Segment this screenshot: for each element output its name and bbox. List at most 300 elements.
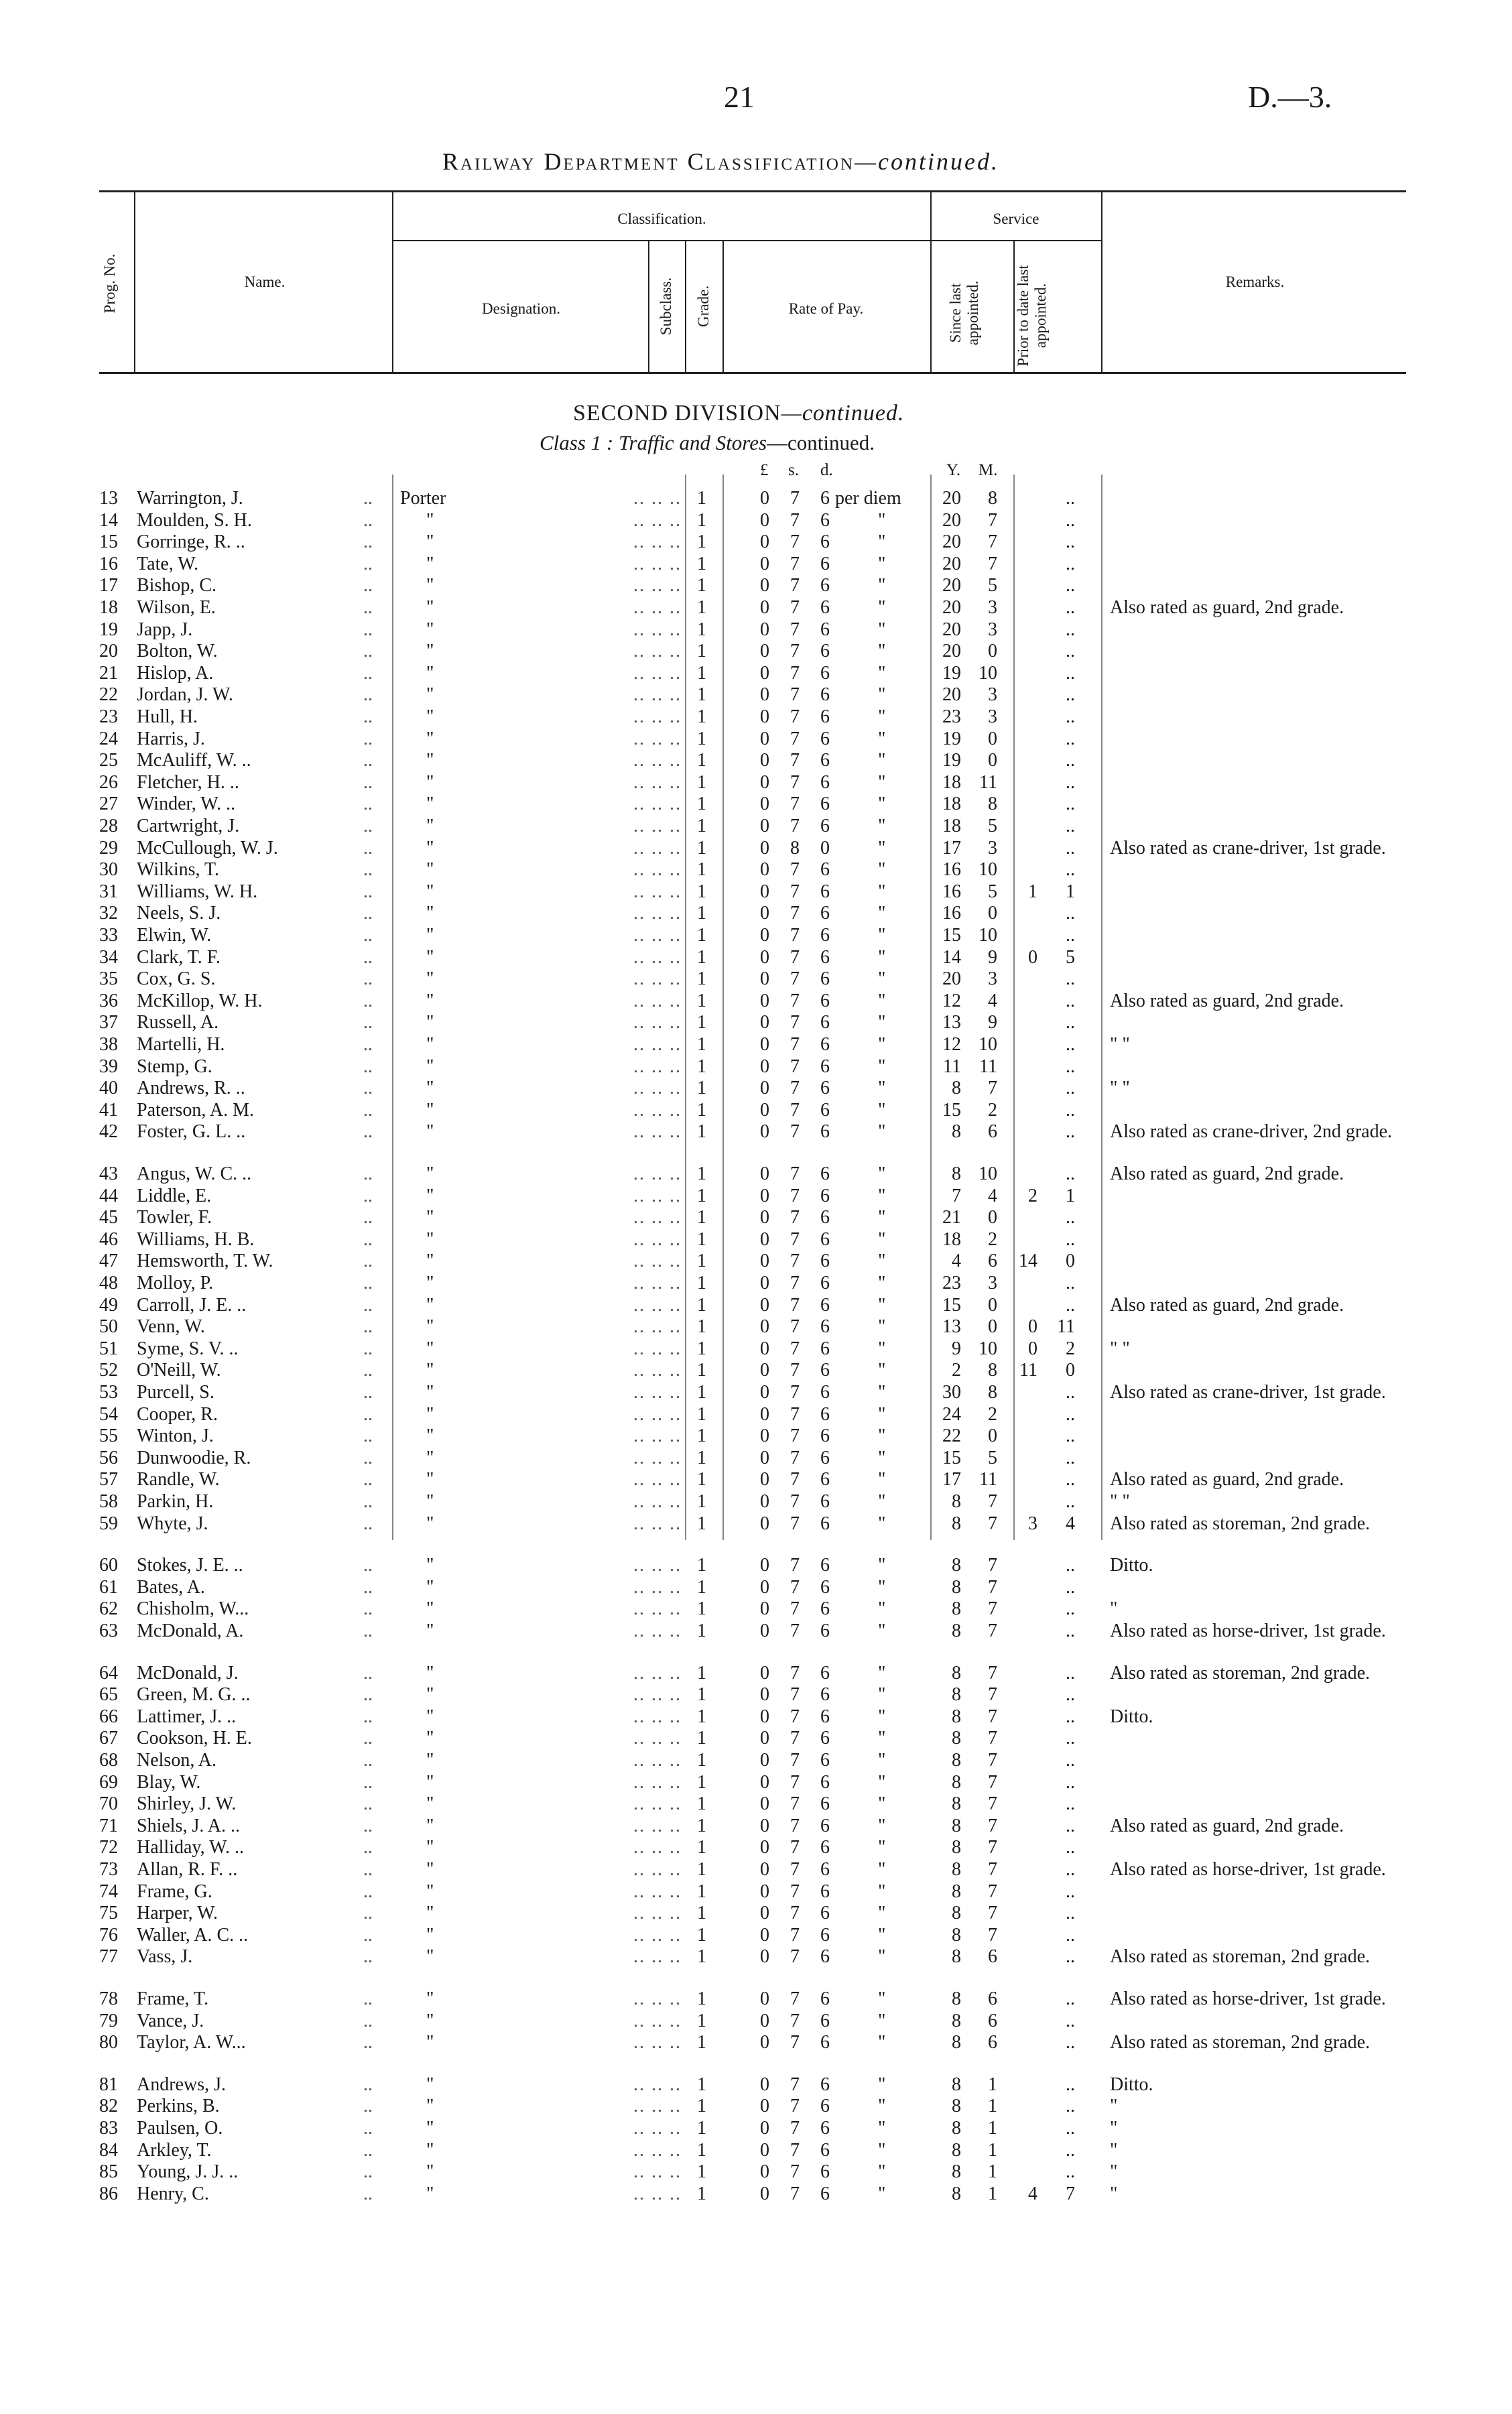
remarks: Also rated as guard, 2nd grade. <box>1110 1469 1344 1490</box>
service-months: 0 <box>988 641 997 662</box>
prior-months: .. <box>1066 1750 1075 1771</box>
leader-dots: .. <box>363 881 373 902</box>
prog-number: 51 <box>99 1338 118 1359</box>
service-months: 7 <box>988 1793 997 1815</box>
pay-pence: 6 <box>820 771 830 793</box>
pay-pence: 6 <box>820 1859 830 1880</box>
pay-shillings: 7 <box>790 1251 800 1272</box>
pay-unit: " <box>878 1903 886 1924</box>
table-row <box>0 531 1512 553</box>
table-row <box>0 1316 1512 1338</box>
designation: " <box>426 728 434 749</box>
prog-number: 71 <box>99 1815 118 1836</box>
pay-pounds: 0 <box>760 1425 769 1447</box>
employee-name: Chisholm, W... <box>137 1598 249 1620</box>
prior-months: .. <box>1066 619 1075 640</box>
grade: 1 <box>697 1771 706 1793</box>
pay-shillings: 7 <box>790 1793 800 1815</box>
pay-shillings: 7 <box>790 1859 800 1880</box>
prior-months: 0 <box>1066 1251 1075 1272</box>
designation: " <box>426 1382 434 1403</box>
prog-number: 36 <box>99 990 118 1011</box>
pay-pence: 6 <box>820 2096 830 2117</box>
pay-shillings: 7 <box>790 509 800 531</box>
service-months: 0 <box>988 903 997 924</box>
remarks: Also rated as storeman, 2nd grade. <box>1110 1513 1370 1534</box>
leader-dots: .. .. .. <box>633 1185 682 1206</box>
pay-pounds: 0 <box>760 1163 769 1184</box>
table-row <box>0 488 1512 509</box>
table-row <box>0 1207 1512 1228</box>
pay-unit: " <box>878 509 886 531</box>
pay-pounds: 0 <box>760 1360 769 1381</box>
leader-dots: .. .. .. <box>633 1099 682 1121</box>
prog-number: 13 <box>99 488 118 509</box>
prior-months: 7 <box>1066 2183 1075 2204</box>
pay-pounds: 0 <box>760 925 769 946</box>
pay-unit: " <box>878 1684 886 1706</box>
employee-name: Waller, A. C. .. <box>137 1924 249 1946</box>
leader-dots: .. .. .. <box>633 1859 682 1880</box>
service-months: 8 <box>988 1382 997 1403</box>
pay-pounds: 0 <box>760 2096 769 2117</box>
prior-months: .. <box>1066 968 1075 990</box>
table-row <box>0 1121 1512 1143</box>
prior-months: .. <box>1066 597 1075 618</box>
grade: 1 <box>697 1121 706 1143</box>
pay-pence: 6 <box>820 1207 830 1228</box>
pay-pounds: 0 <box>760 1881 769 1902</box>
class-continued: —continued. <box>767 431 875 454</box>
employee-name: Andrews, R. .. <box>137 1078 245 1099</box>
designation: " <box>426 1469 434 1490</box>
employee-name: Vass, J. <box>137 1946 193 1968</box>
employee-name: McDonald, J. <box>137 1662 239 1684</box>
service-years: 18 <box>942 771 961 793</box>
grade: 1 <box>697 771 706 793</box>
table-row <box>0 816 1512 837</box>
service-months: 3 <box>988 968 997 990</box>
prog-number: 84 <box>99 2139 118 2161</box>
prog-number: 17 <box>99 575 118 596</box>
pay-pounds: 0 <box>760 2010 769 2031</box>
remarks: " <box>1110 1598 1118 1620</box>
leader-dots: .. .. .. <box>633 1056 682 1077</box>
leader-dots: .. .. .. <box>633 816 682 836</box>
leader-dots: .. <box>363 1837 373 1858</box>
pay-unit: " <box>878 1598 886 1620</box>
prog-number: 74 <box>99 1881 118 1902</box>
prog-number: 23 <box>99 706 118 727</box>
pay-unit: " <box>878 925 886 946</box>
pay-unit: " <box>878 1360 886 1381</box>
pay-pence: 6 <box>820 1621 830 1641</box>
employee-name: Syme, S. V. .. <box>137 1338 239 1359</box>
leader-dots: .. .. .. <box>633 641 682 662</box>
service-months: 11 <box>979 1469 997 1490</box>
grade: 1 <box>697 1924 706 1946</box>
leader-dots: .. <box>363 1469 373 1490</box>
service-months: 3 <box>988 706 997 727</box>
service-months: 11 <box>979 1056 997 1077</box>
service-years: 8 <box>952 2183 961 2204</box>
prog-number: 39 <box>99 1056 118 1077</box>
header-divider <box>134 192 135 373</box>
pay-pounds: 0 <box>760 881 769 902</box>
designation: " <box>426 1273 434 1293</box>
service-months: 0 <box>988 1316 997 1338</box>
designation: " <box>426 662 434 684</box>
pay-unit: " <box>878 1946 886 1968</box>
table-row <box>0 1988 1512 2010</box>
pay-pence: 6 <box>820 1662 830 1684</box>
remarks: Also rated as crane-driver, 2nd grade. <box>1110 1121 1393 1143</box>
employee-name: Cartwright, J. <box>137 816 240 836</box>
prior-months: .. <box>1066 1555 1075 1576</box>
pay-unit: " <box>878 837 886 859</box>
employee-name: Parkin, H. <box>137 1491 214 1512</box>
grade: 1 <box>697 1946 706 1968</box>
grade: 1 <box>697 2032 706 2053</box>
table-row <box>0 1816 1512 1837</box>
service-years: 16 <box>942 881 961 902</box>
prog-number: 62 <box>99 1598 118 1620</box>
service-years: 15 <box>942 925 961 946</box>
employee-name: Perkins, B. <box>137 2096 220 2117</box>
leader-dots: .. <box>363 1946 373 1968</box>
prog-number: 21 <box>99 662 118 684</box>
leader-dots: .. <box>363 1903 373 1924</box>
pay-unit: " <box>878 1837 886 1858</box>
pay-unit: " <box>878 1251 886 1272</box>
prior-years: 4 <box>1028 2183 1037 2204</box>
pay-unit: " <box>878 1447 886 1468</box>
table-row <box>0 1577 1512 1598</box>
table-row <box>0 510 1512 531</box>
designation: " <box>426 2096 434 2117</box>
pay-pence: 6 <box>820 1491 830 1512</box>
header-divider <box>392 192 393 373</box>
pay-unit: " <box>878 1988 886 2009</box>
pay-pounds: 0 <box>760 575 769 596</box>
pay-shillings: 7 <box>790 925 800 946</box>
leader-dots: .. <box>363 2010 373 2031</box>
service-months: 7 <box>988 1662 997 1684</box>
pay-pounds: 0 <box>760 1012 769 1033</box>
leader-dots: .. .. .. <box>633 1881 682 1902</box>
service-years: 13 <box>942 1012 961 1033</box>
pay-pence: 6 <box>820 1706 830 1727</box>
grade: 1 <box>697 1447 706 1468</box>
pay-pounds: 0 <box>760 793 769 815</box>
service-months: 4 <box>988 1185 997 1206</box>
remarks: Also rated as storeman, 2nd grade. <box>1110 1946 1370 1968</box>
prog-number: 55 <box>99 1425 118 1447</box>
employee-name: Towler, F. <box>137 1207 212 1228</box>
service-months: 7 <box>988 1684 997 1706</box>
pay-pence: 6 <box>820 750 830 771</box>
prog-number: 27 <box>99 793 118 815</box>
pay-shillings: 7 <box>790 750 800 771</box>
prog-number: 41 <box>99 1099 118 1121</box>
pay-shillings: 7 <box>790 859 800 881</box>
pay-pounds: 0 <box>760 1815 769 1836</box>
designation: " <box>426 990 434 1011</box>
remarks: Also rated as guard, 2nd grade. <box>1110 1815 1344 1836</box>
remarks: " <box>1110 2183 1118 2204</box>
designation: " <box>426 2032 434 2053</box>
pay-pence: 6 <box>820 1924 830 1946</box>
service-years: 12 <box>942 990 961 1011</box>
col-header-subclass: Subclass. <box>657 277 674 336</box>
prior-months: .. <box>1066 1121 1075 1143</box>
pay-shillings: 7 <box>790 1621 800 1641</box>
prog-number: 80 <box>99 2032 118 2053</box>
grade: 1 <box>697 2161 706 2183</box>
pay-unit: " <box>878 946 886 968</box>
pay-pence: 6 <box>820 1251 830 1272</box>
leader-dots: .. .. .. <box>633 2118 682 2139</box>
pay-shillings: 7 <box>790 531 800 553</box>
prog-number: 46 <box>99 1228 118 1250</box>
service-years: 19 <box>942 728 961 749</box>
leader-dots: .. .. .. <box>633 793 682 815</box>
grade: 1 <box>697 1555 706 1576</box>
service-years: 8 <box>952 1555 961 1576</box>
table-row <box>0 1491 1512 1513</box>
pay-pounds: 0 <box>760 2183 769 2204</box>
leader-dots: .. <box>363 837 373 859</box>
grade: 1 <box>697 990 706 1011</box>
pay-shillings: 7 <box>790 903 800 924</box>
pay-pounds: 0 <box>760 2032 769 2053</box>
table-row <box>0 554 1512 575</box>
service-months: 3 <box>988 597 997 618</box>
service-years: 8 <box>952 2010 961 2031</box>
pay-pence: 6 <box>820 2010 830 2031</box>
grade: 1 <box>697 1598 706 1620</box>
service-years: 20 <box>942 575 961 596</box>
employee-name: Bolton, W. <box>137 641 218 662</box>
service-months: 7 <box>988 1771 997 1793</box>
class-name: Traffic and Stores <box>619 431 767 454</box>
pay-unit: " <box>878 684 886 706</box>
leader-dots: .. <box>363 2118 373 2139</box>
service-months: 9 <box>988 946 997 968</box>
employee-name: Blay, W. <box>137 1771 201 1793</box>
pay-shillings: 7 <box>790 2032 800 2053</box>
prior-months: .. <box>1066 488 1075 509</box>
table-row <box>0 1881 1512 1903</box>
leader-dots: .. .. .. <box>633 1815 682 1836</box>
pay-pence: 6 <box>820 1078 830 1099</box>
division-name: SECOND DIVISION <box>573 401 781 426</box>
title-text: Railway Department Classification <box>442 148 855 175</box>
leader-dots: .. <box>363 2096 373 2117</box>
pay-unit: " <box>878 2161 886 2183</box>
pay-pounds: 0 <box>760 1273 769 1293</box>
pay-pounds: 0 <box>760 1316 769 1338</box>
grade: 1 <box>697 793 706 815</box>
leader-dots: .. .. .. <box>633 750 682 771</box>
prog-number: 40 <box>99 1078 118 1099</box>
pay-pounds: 0 <box>760 990 769 1011</box>
designation: " <box>426 2074 434 2095</box>
leader-dots: .. .. .. <box>633 706 682 727</box>
prior-months: .. <box>1066 1078 1075 1099</box>
table-row <box>0 2074 1512 2096</box>
pay-pence: 6 <box>820 1815 830 1836</box>
leader-dots: .. <box>363 968 373 990</box>
service-years: 8 <box>952 1793 961 1815</box>
pay-pence: 6 <box>820 859 830 881</box>
leader-dots: .. <box>363 1598 373 1620</box>
employee-name: Jordan, J. W. <box>137 684 233 706</box>
designation: Porter <box>400 488 446 509</box>
grade: 1 <box>697 1034 706 1055</box>
leader-dots: .. .. .. <box>633 2183 682 2204</box>
pay-pence: 6 <box>820 1771 830 1793</box>
service-years: 8 <box>952 1924 961 1946</box>
service-months: 1 <box>988 2074 997 2095</box>
employee-name: McDonald, A. <box>137 1621 244 1641</box>
designation: " <box>426 1012 434 1033</box>
prog-number: 81 <box>99 2074 118 2095</box>
pay-shillings: 7 <box>790 1924 800 1946</box>
table-row <box>0 793 1512 815</box>
service-years: 8 <box>952 2074 961 2095</box>
prog-number: 63 <box>99 1621 118 1641</box>
pay-shillings: 7 <box>790 1273 800 1293</box>
pay-unit: " <box>878 575 886 596</box>
prior-months: .. <box>1066 1706 1075 1727</box>
employee-name: Stemp, G. <box>137 1056 212 1077</box>
pay-shillings: 7 <box>790 816 800 836</box>
table-row <box>0 1903 1512 1924</box>
prior-months: .. <box>1066 1946 1075 1968</box>
pay-shillings: 7 <box>790 1078 800 1099</box>
pay-shillings: 7 <box>790 488 800 509</box>
service-years: 8 <box>952 1598 961 1620</box>
service-months: 2 <box>988 1099 997 1121</box>
pay-unit: " <box>878 1294 886 1316</box>
table-row <box>0 1663 1512 1684</box>
designation: " <box>426 1207 434 1228</box>
pay-unit: " <box>878 1163 886 1184</box>
grade: 1 <box>697 1382 706 1403</box>
prog-number: 50 <box>99 1316 118 1338</box>
prior-months: .. <box>1066 1859 1075 1880</box>
designation: " <box>426 1360 434 1381</box>
pay-unit: " <box>878 968 886 990</box>
pay-unit: " <box>878 706 886 727</box>
employee-name: McAuliff, W. .. <box>137 750 251 771</box>
leader-dots: .. <box>363 1425 373 1447</box>
table-row <box>0 2161 1512 2183</box>
employee-name: Gorringe, R. .. <box>137 531 245 553</box>
pay-shillings: 7 <box>790 1403 800 1425</box>
pay-shillings: 7 <box>790 1988 800 2009</box>
employee-name: O'Neill, W. <box>137 1360 221 1381</box>
prog-number: 79 <box>99 2010 118 2031</box>
table-row <box>0 925 1512 946</box>
pay-pounds: 0 <box>760 1078 769 1099</box>
service-months: 7 <box>988 1078 997 1099</box>
service-years: 22 <box>942 1425 961 1447</box>
prior-months: .. <box>1066 2118 1075 2139</box>
table-row <box>0 1772 1512 1793</box>
table-row <box>0 859 1512 881</box>
leader-dots: .. .. .. <box>633 1946 682 1968</box>
remarks: Ditto. <box>1110 2074 1153 2095</box>
employee-name: Andrews, J. <box>137 2074 226 2095</box>
table-row <box>0 881 1512 903</box>
pay-pounds: 0 <box>760 1034 769 1055</box>
pay-pence: 6 <box>820 903 830 924</box>
prog-number: 22 <box>99 684 118 706</box>
table-row <box>0 838 1512 859</box>
pay-shillings: 7 <box>790 1034 800 1055</box>
pay-pence: 6 <box>820 531 830 553</box>
table-row <box>0 968 1512 990</box>
service-years: 8 <box>952 1513 961 1534</box>
leader-dots: .. <box>363 1513 373 1534</box>
pay-pounds: 0 <box>760 1251 769 1272</box>
pay-unit: " <box>878 662 886 684</box>
pay-pence: 6 <box>820 1121 830 1143</box>
designation: " <box>426 1881 434 1902</box>
pay-pence: 6 <box>820 1012 830 1033</box>
leader-dots: .. .. .. <box>633 1555 682 1576</box>
prior-months: 1 <box>1066 1185 1075 1206</box>
prog-number: 19 <box>99 619 118 640</box>
pay-shillings: 7 <box>790 1228 800 1250</box>
leader-dots: .. .. .. <box>633 771 682 793</box>
leader-dots: .. .. .. <box>633 837 682 859</box>
table-row <box>0 1229 1512 1251</box>
pay-unit: " <box>878 816 886 836</box>
prog-number: 32 <box>99 903 118 924</box>
leader-dots: .. <box>363 1771 373 1793</box>
service-months: 10 <box>979 859 997 881</box>
pay-shillings: 7 <box>790 1185 800 1206</box>
prior-months: .. <box>1066 531 1075 553</box>
service-years: 20 <box>942 619 961 640</box>
prog-number: 14 <box>99 509 118 531</box>
pay-pence: 6 <box>820 488 830 509</box>
prog-number: 86 <box>99 2183 118 2204</box>
leader-dots: .. .. .. <box>633 684 682 706</box>
prior-months: .. <box>1066 2139 1075 2161</box>
pay-unit: " <box>878 1576 886 1598</box>
unit-months: M. <box>979 461 998 479</box>
table-row <box>0 1621 1512 1642</box>
designation: " <box>426 750 434 771</box>
pay-pence: 6 <box>820 1684 830 1706</box>
leader-dots: .. .. .. <box>633 1598 682 1620</box>
prog-number: 85 <box>99 2161 118 2183</box>
leader-dots: .. .. .. <box>633 1903 682 1924</box>
table-row <box>0 947 1512 968</box>
prog-number: 82 <box>99 2096 118 2117</box>
pay-unit: " <box>878 1750 886 1771</box>
grade: 1 <box>697 1881 706 1902</box>
grade: 1 <box>697 1621 706 1641</box>
employee-name: Harper, W. <box>137 1903 218 1924</box>
pay-pence: 6 <box>820 1793 830 1815</box>
pay-pence: 6 <box>820 1750 830 1771</box>
prior-months: .. <box>1066 706 1075 727</box>
